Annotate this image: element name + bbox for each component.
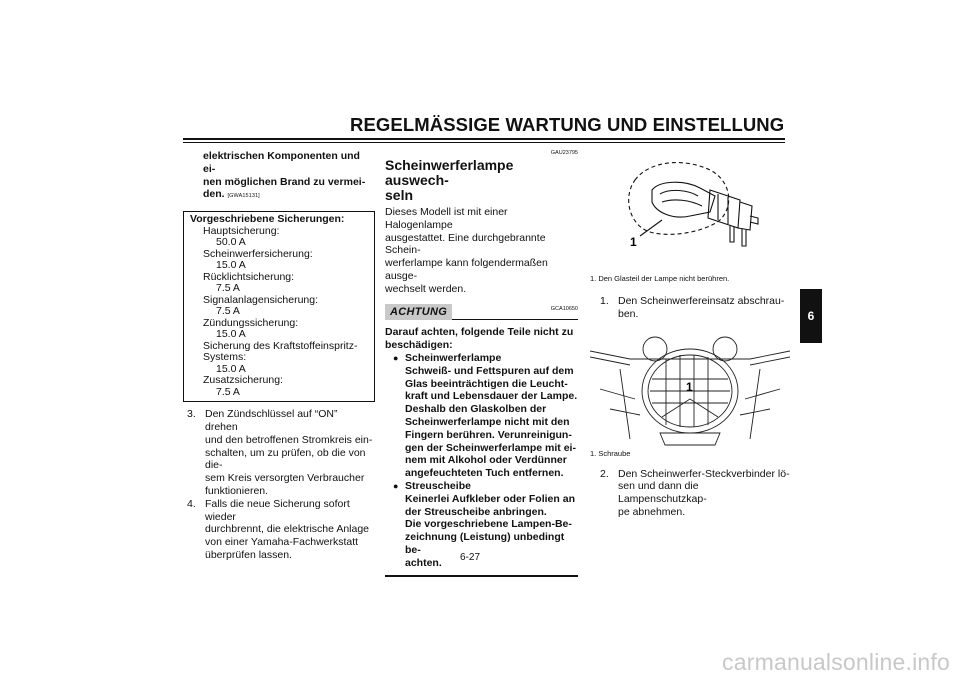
fuse-name: Rücklichtsicherung: [203,270,295,283]
step-line: ben. [618,307,639,320]
bullet-line: Streuscheibe [405,479,471,492]
step-text [618,295,790,321]
page-title: REGELMÄSSIGE WARTUNG UND EINSTELLUNG [350,114,785,135]
bullet-line: Glas beeinträchtigen die Leucht- [405,377,568,390]
steps-list [183,408,373,562]
achtung-badge: ACHTUNG [385,304,452,321]
step-item [590,468,790,519]
column-middle [385,150,578,577]
fuse-name: Hauptsicherung: [203,224,280,237]
step-line: Den Scheinwerfereinsatz abschrau- [618,295,785,307]
fuse-value: 15.0 A [216,362,246,375]
intro-line: wechselt werden. [385,282,467,295]
header-rule-thin [183,142,785,143]
section-title-line: Scheinwerferlampe auswech- [385,157,514,188]
chapter-tab[interactable]: 6 [800,289,822,343]
bullet-dot-icon: ● [393,352,399,363]
fuse-value: 7.5 A [216,385,240,398]
step-number: 1. [600,295,609,307]
fuse-name: Zündungssicherung: [203,316,299,329]
achtung-header-right [452,306,578,320]
intro-line: werferlampe kann folgendermaßen ausge- [385,257,548,282]
step-line: sem Kreis versorgten Verbraucher [205,472,365,485]
column-right [590,150,790,519]
bullet-dot-icon: ● [393,480,399,491]
step-number: 4. [187,497,196,510]
step-line: von einer Yamaha-Fachwerkstatt [205,536,359,549]
step-line: überprüfen lassen. [205,548,292,561]
warning-code: [GWA15131] [227,193,260,200]
fuse-name: Sicherung des Kraftstoffeinspritz- Systems: [203,339,358,364]
bullet-line: achten. [405,556,442,569]
step-number: 3. [187,408,196,421]
figure-halogen-bulb [590,150,790,272]
bullet-line: Deshalb den Glaskolben der [405,403,547,416]
header-rule-thick [183,138,785,140]
figure-headlight-unit [590,329,790,447]
step-number: 2. [600,467,609,480]
fuse-box-title: Vorgeschriebene Sicherungen: [190,213,345,226]
fuse-value: 7.5 A [216,305,240,318]
bullet-line: Scheinwerferlampe [405,351,502,364]
fuse-value: 15.0 A [216,259,246,272]
achtung-header [385,304,578,321]
fuse-spec-box [183,211,375,402]
headlight-illustration [590,329,790,447]
intro-paragraph [385,206,578,296]
fuse-name: Zusatzsicherung: [203,374,283,387]
section-code: GAU23795 [550,150,578,156]
warning-line: elektrischen Komponenten und ei- [203,150,360,175]
step-item [183,498,373,562]
fuse-name: Signalanlagensicherung: [203,293,319,306]
achtung-intro [385,326,578,352]
column-left [183,150,373,562]
step-line: Falls die neue Sicherung sofort wieder [205,497,350,523]
bullet-line: Schweiß- und Fettspuren auf dem [405,364,574,377]
step-line: funktionieren. [205,484,269,497]
bullet-item [393,480,578,570]
bullet-line: Scheinwerferlampe nicht mit den [405,415,570,428]
bullet-line: angefeuchteten Tuch entfernen. [405,467,564,480]
step-item [590,295,790,321]
section-title-line: seln [385,187,414,203]
bullet-line: nem mit Alkohol oder Verdünner [405,454,567,467]
step-line: sen und dann die Lampenschutzkap- [618,480,707,506]
step-line: Den Zündschlüssel auf “ON” drehen [205,408,338,433]
achtung-intro-line: Darauf achten, folgende Teile nicht zu [385,326,574,339]
bullet-line: Keinerlei Aufkleber oder Folien an [405,492,575,505]
bullet-text [405,480,578,570]
step-text [618,468,790,519]
bullet-line: gen der Scheinwerferlampe mit ei- [405,441,576,454]
step-text [205,408,373,498]
figure1-callout: 1 [630,235,637,249]
intro-line: ausgestattet. Eine durchgebrannte Schein- [385,231,546,257]
bullet-line: Fingern berühren. Verunreinigun- [405,428,572,441]
bullet-item [393,352,578,480]
halogen-bulb-illustration [590,150,790,272]
figure1-caption: 1. Den Glasteil der Lampe nicht berühren. [590,274,730,283]
section-title [385,158,578,203]
fuse-name: Scheinwerfersicherung: [203,247,313,260]
bullet-line: der Streuscheibe anbringen. [405,505,547,518]
bullet-text [405,352,578,480]
intro-line: Dieses Modell ist mit einer Halogenlampe [385,206,508,231]
warning-line: nen möglichen Brand zu vermei- [203,175,366,188]
achtung-code: GCA10650 [550,306,578,313]
step-text [205,498,373,562]
bullet-line: Die vorgeschriebene Lampen-Be- [405,518,572,531]
fuse-value: 50.0 A [216,236,246,249]
fuse-value: 7.5 A [216,282,240,295]
step-item [183,408,373,498]
page-number: 6-27 [460,552,481,563]
step-line: durchbrennt, die elektrische Anlage [205,523,370,536]
fuse-value: 15.0 A [216,328,246,341]
achtung-rule [452,319,578,320]
warning-line: den. [203,188,225,201]
step-line: schalten, um zu prüfen, ob die von die- [205,446,366,472]
step-line: pe abnehmen. [618,505,686,518]
achtung-end-rule [385,575,578,577]
watermark-link[interactable]: carmanualsonline.info [722,649,950,675]
achtung-intro-line: beschädigen: [385,339,453,352]
bullet-line: zeichnung (Leistung) unbedingt be- [405,531,565,556]
figure2-callout: 1 [686,379,693,394]
step-line: und den betroffenen Stromkreis ein- [205,433,373,446]
bullet-line: kraft und Lebensdauer der Lampe. [405,390,578,403]
warning-continuation [183,150,373,203]
figure2-caption: 1. Schraube [590,448,631,458]
step-line: Den Scheinwerfer-Steckverbinder lö- [618,467,790,480]
